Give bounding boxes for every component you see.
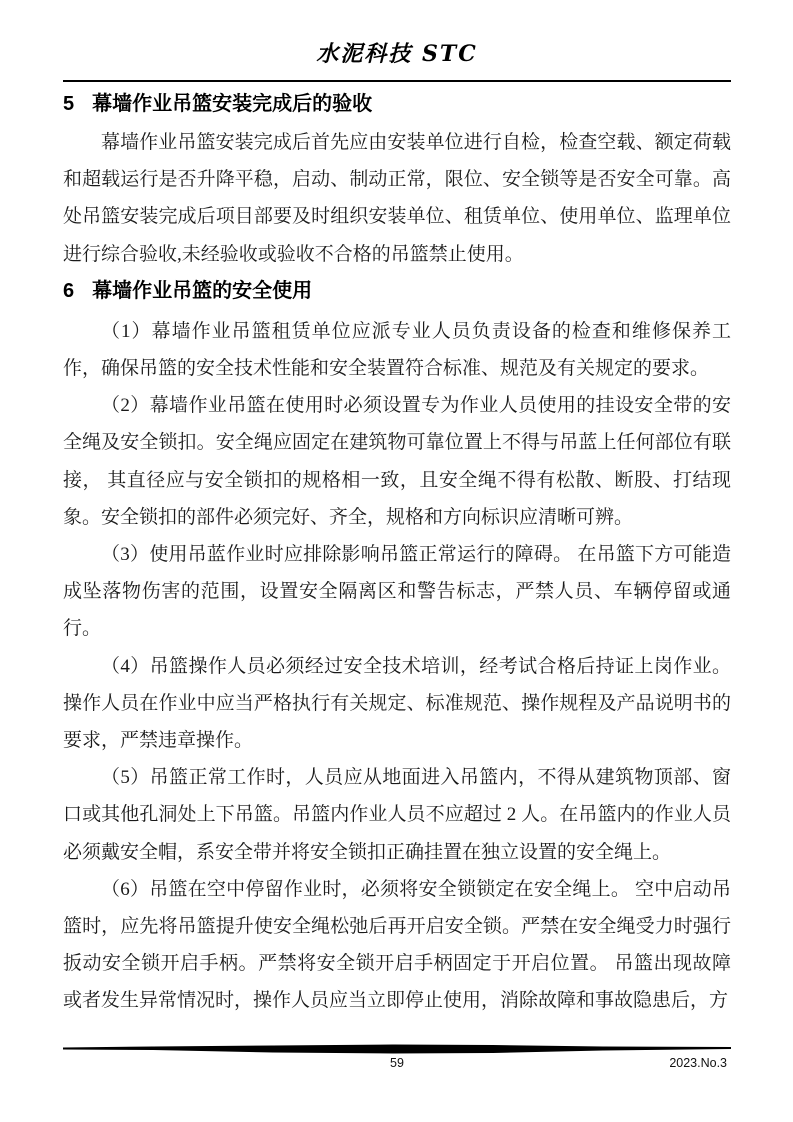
- section-6-paragraph-1: （1）幕墙作业吊篮租赁单位应派专业人员负责设备的检查和维修保养工作，确保吊篮的安全技术性能和安全装置符合标准、规范及有关规定的要求。: [63, 320, 731, 380]
- section-6-paragraph-2: （2）幕墙作业吊篮在使用时必须设置专为作业人员使用的挂设安全带的安全绳及安全锁扣。安全绳应固定在建筑物可靠位置上不得与吊蓝上任何部位有联接， 其直径应与安全锁扣的规格相一致，且安全绳不得有松散、断股、打结现象。安全锁扣的部件必须完好、齐全，规格和方向标识应清晰可辨。: [63, 395, 731, 528]
- issue-number: 2023.No.3: [669, 1056, 727, 1070]
- section-6-number: 6: [63, 279, 75, 302]
- section-6-paragraph-3: （3）使用吊蓝作业时应排除影响吊篮正常运行的障碍。 在吊篮下方可能造成坠落物伤害的范围，设置安全隔离区和警告标志，严禁人员、车辆停留或通行。: [63, 544, 731, 640]
- section-6-heading: [63, 277, 731, 305]
- footer-rule: [63, 1044, 731, 1055]
- journal-title: 水泥科技 STC: [316, 41, 478, 67]
- section-6-paragraph-4: （4）吊篮操作人员必须经过安全技术培训，经考试合格后持证上岗作业。操作人员在作业中应当严格执行有关规定、标准规范、操作规程及产品说明书的要求，严禁违章操作。: [63, 655, 731, 752]
- section-5-title: 幕墙作业吊篮安装完成后的验收: [92, 93, 373, 115]
- journal-header: [63, 0, 731, 68]
- section-6-paragraph-6: （6）吊篮在空中停留作业时，必须将安全锁锁定在安全绳上。 空中启动吊篮时，应先将吊篮提升使安全绳松弛后再开启安全锁。严禁在安全绳受力时强行扳动安全锁开启手柄。严禁将安全锁开启手柄固定于开启位置。 吊篮出现故障或者发生异常情况时，操作人员应当立即停止使用，消除故障和事故隐患后，方: [63, 878, 731, 1012]
- page-footer: [63, 1044, 731, 1074]
- section-6-title: 幕墙作业吊篮的安全使用: [92, 279, 313, 302]
- page-number: 59: [390, 1056, 404, 1070]
- section-5-number: 5: [63, 93, 75, 115]
- footer-text-line: [63, 1056, 731, 1074]
- section-5-paragraph-1: 幕墙作业吊篮安装完成后首先应由安装单位进行自检，检查空载、额定荷载和超载运行是否升降平稳，启动、制动正常，限位、安全锁等是否安全可靠。高处吊篮安装完成后项目部要及时组织安装单位、租赁单位、使用单位、监理单位进行综合验收,未经验收或验收不合格的吊篮禁止使用。: [63, 132, 731, 265]
- header-rule: [63, 80, 731, 82]
- section-6-paragraph-5: （5）吊篮正常工作时，人员应从地面进入吊篮内，不得从建筑物顶部、窗口或其他孔洞处上下吊篮。吊篮内作业人员不应超过 2 人。在吊篮内的作业人员必须戴安全帽，系安全带并将安全锁扣正确挂置在独立设置的安全绳上。: [63, 767, 731, 863]
- page-content: [63, 0, 731, 1020]
- section-5-heading: [63, 90, 731, 118]
